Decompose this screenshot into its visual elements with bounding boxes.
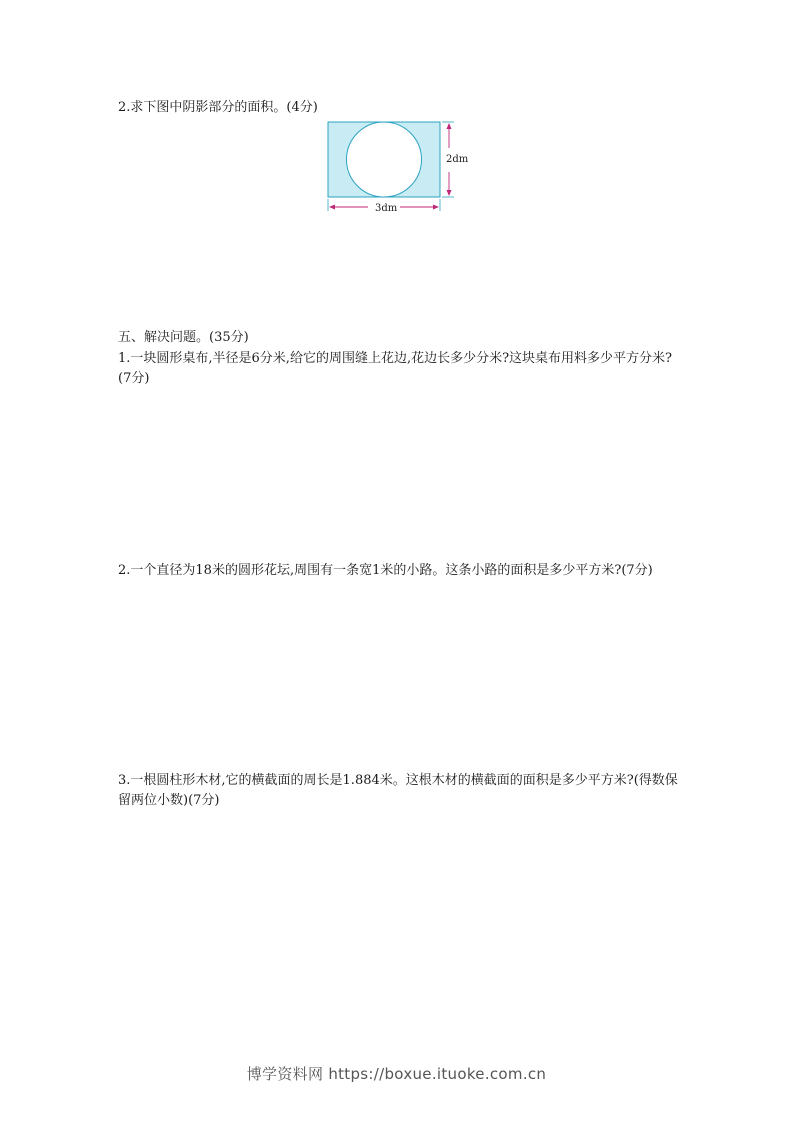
problem-3: 3.一根圆柱形木材,它的横截面的周长是1.884米。这根木材的横截面的面积是多少平方米?(得数保留两位小数)(7分) xyxy=(118,773,678,808)
height-label: 2dm xyxy=(446,154,469,165)
problem-1: 1.一块圆形桌布,半径是6分米,给它的周围缝上花边,花边长多少分米?这块桌布用料多少平方分米?(7分) xyxy=(118,351,673,386)
width-label: 3dm xyxy=(375,203,398,214)
inner-circle xyxy=(347,122,422,197)
shaded-rectangle-circle-figure xyxy=(320,118,480,218)
section-heading: 五、解决问题。(35分) xyxy=(118,330,249,345)
problem-2: 2.一个直径为18米的圆形花坛,周围有一条宽1米的小路。这条小路的面积是多少平方米?(7分) xyxy=(118,563,653,578)
footer-watermark: 博学资料网 https://boxue.ituoke.com.cn xyxy=(246,1065,547,1083)
figure-question: 2.求下图中阴影部分的面积。(4分) xyxy=(118,100,318,115)
